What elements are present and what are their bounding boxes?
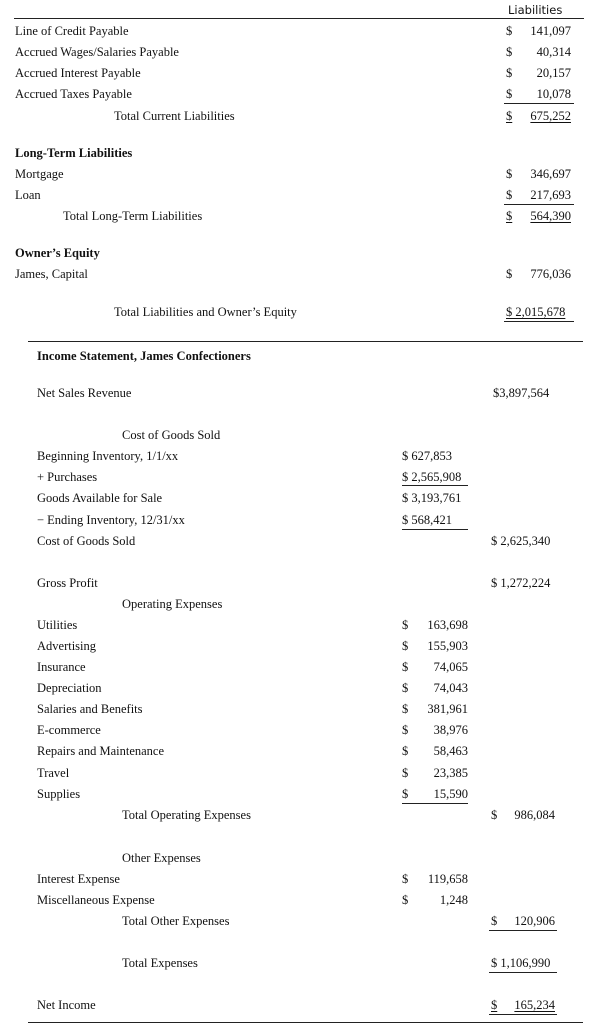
subtotal-rule: [489, 972, 557, 973]
cogs-total-label: Cost of Goods Sold: [37, 534, 136, 548]
purchases-label: + Purchases: [37, 470, 98, 484]
other-expenses-heading: Other Expenses: [122, 851, 201, 865]
ending-inventory-amount: $ 568,421: [402, 513, 452, 527]
cogs-total-amount: $ 2,625,340: [491, 534, 551, 548]
subtotal-rule: [402, 529, 468, 530]
net-sales-label: Net Sales Revenue: [37, 386, 132, 400]
total-liabilities-equity-amount: $ 2,015,678: [506, 305, 566, 319]
travel-amount: $ 23,385: [402, 766, 468, 780]
total-expenses-amount: $ 1,106,990: [491, 956, 551, 970]
subtotal-rule: [402, 485, 468, 486]
james-capital-label: James, Capital: [15, 267, 88, 281]
salaries-benefits-amount: $ 381,961: [402, 702, 468, 716]
goods-available-label: Goods Available for Sale: [37, 491, 163, 505]
e-commerce-label: E-commerce: [37, 723, 101, 737]
total-double-rule: [504, 321, 574, 322]
mortgage-label: Mortgage: [15, 167, 64, 181]
insurance-label: Insurance: [37, 660, 86, 674]
gross-profit-label: Gross Profit: [37, 576, 98, 590]
operating-expenses-heading: Operating Expenses: [122, 597, 223, 611]
salaries-benefits-label: Salaries and Benefits: [37, 702, 143, 716]
subtotal-rule: [504, 103, 574, 104]
liabilities-column-header: Liabilities: [508, 3, 563, 17]
total-long-term-liabilities-label: Total Long-Term Liabilities: [63, 209, 203, 223]
long-term-liabilities-heading: Long-Term Liabilities: [15, 146, 133, 160]
insurance-amount: $ 74,065: [402, 660, 468, 674]
interest-expense-label: Interest Expense: [37, 872, 120, 886]
accrued-taxes-label: Accrued Taxes Payable: [15, 87, 132, 101]
gross-profit-amount: $ 1,272,224: [491, 576, 551, 590]
line-of-credit-label: Line of Credit Payable: [15, 24, 129, 38]
income-statement-top-rule: [28, 341, 583, 342]
advertising-amount: $ 155,903: [402, 639, 468, 653]
total-liabilities-equity-label: Total Liabilities and Owner’s Equity: [114, 305, 297, 319]
depreciation-label: Depreciation: [37, 681, 102, 695]
owners-equity-heading: Owner’s Equity: [15, 246, 100, 260]
accrued-wages-label: Accrued Wages/Salaries Payable: [15, 45, 179, 59]
miscellaneous-expense-label: Miscellaneous Expense: [37, 893, 155, 907]
line-of-credit-amount: $ 141,097: [506, 24, 571, 38]
goods-available-amount: $ 3,193,761: [402, 491, 462, 505]
total-operating-expenses-amount: $ 986,084: [491, 808, 555, 822]
utilities-label: Utilities: [37, 618, 78, 632]
accrued-taxes-amount: $ 10,078: [506, 87, 571, 101]
income-statement-bottom-rule: [28, 1022, 583, 1023]
e-commerce-amount: $ 38,976: [402, 723, 468, 737]
net-income-label: Net Income: [37, 998, 96, 1012]
ending-inventory-label: − Ending Inventory, 12/31/xx: [37, 513, 185, 527]
travel-label: Travel: [37, 766, 70, 780]
total-other-expenses-amount: $ 120,906: [491, 914, 555, 928]
total-operating-expenses-label: Total Operating Expenses: [122, 808, 251, 822]
purchases-amount: $ 2,565,908: [402, 470, 462, 484]
interest-expense-amount: $ 119,658: [402, 872, 468, 886]
accrued-wages-amount: $ 40,314: [506, 45, 571, 59]
total-expenses-label: Total Expenses: [122, 956, 198, 970]
loan-label: Loan: [15, 188, 41, 202]
net-income-amount: $ 165,234: [491, 998, 555, 1012]
total-long-term-liabilities-amount: $ 564,390: [506, 209, 571, 223]
james-capital-amount: $ 776,036: [506, 267, 571, 281]
total-current-liabilities-label: Total Current Liabilities: [114, 109, 235, 123]
net-income-double-rule: [489, 1014, 557, 1015]
utilities-amount: $ 163,698: [402, 618, 468, 632]
total-current-liabilities-amount: $ 675,252: [506, 109, 571, 123]
advertising-label: Advertising: [37, 639, 97, 653]
beginning-inventory-label: Beginning Inventory, 1/1/xx: [37, 449, 179, 463]
subtotal-rule: [489, 930, 557, 931]
accrued-interest-label: Accrued Interest Payable: [15, 66, 141, 80]
miscellaneous-expense-amount: $ 1,248: [402, 893, 468, 907]
cogs-heading: Cost of Goods Sold: [122, 428, 221, 442]
accrued-interest-amount: $ 20,157: [506, 66, 571, 80]
depreciation-amount: $ 74,043: [402, 681, 468, 695]
supplies-amount: $ 15,590: [402, 787, 468, 801]
subtotal-rule: [402, 803, 468, 804]
net-sales-amount: $3,897,564: [493, 386, 550, 400]
repairs-maintenance-label: Repairs and Maintenance: [37, 744, 165, 758]
header-rule: [14, 18, 584, 19]
loan-amount: $ 217,693: [506, 188, 571, 202]
subtotal-rule: [504, 204, 574, 205]
beginning-inventory-amount: $ 627,853: [402, 449, 452, 463]
mortgage-amount: $ 346,697: [506, 167, 571, 181]
supplies-label: Supplies: [37, 787, 81, 801]
total-other-expenses-label: Total Other Expenses: [122, 914, 230, 928]
income-statement-title: Income Statement, James Confectioners: [37, 349, 251, 363]
repairs-maintenance-amount: $ 58,463: [402, 744, 468, 758]
